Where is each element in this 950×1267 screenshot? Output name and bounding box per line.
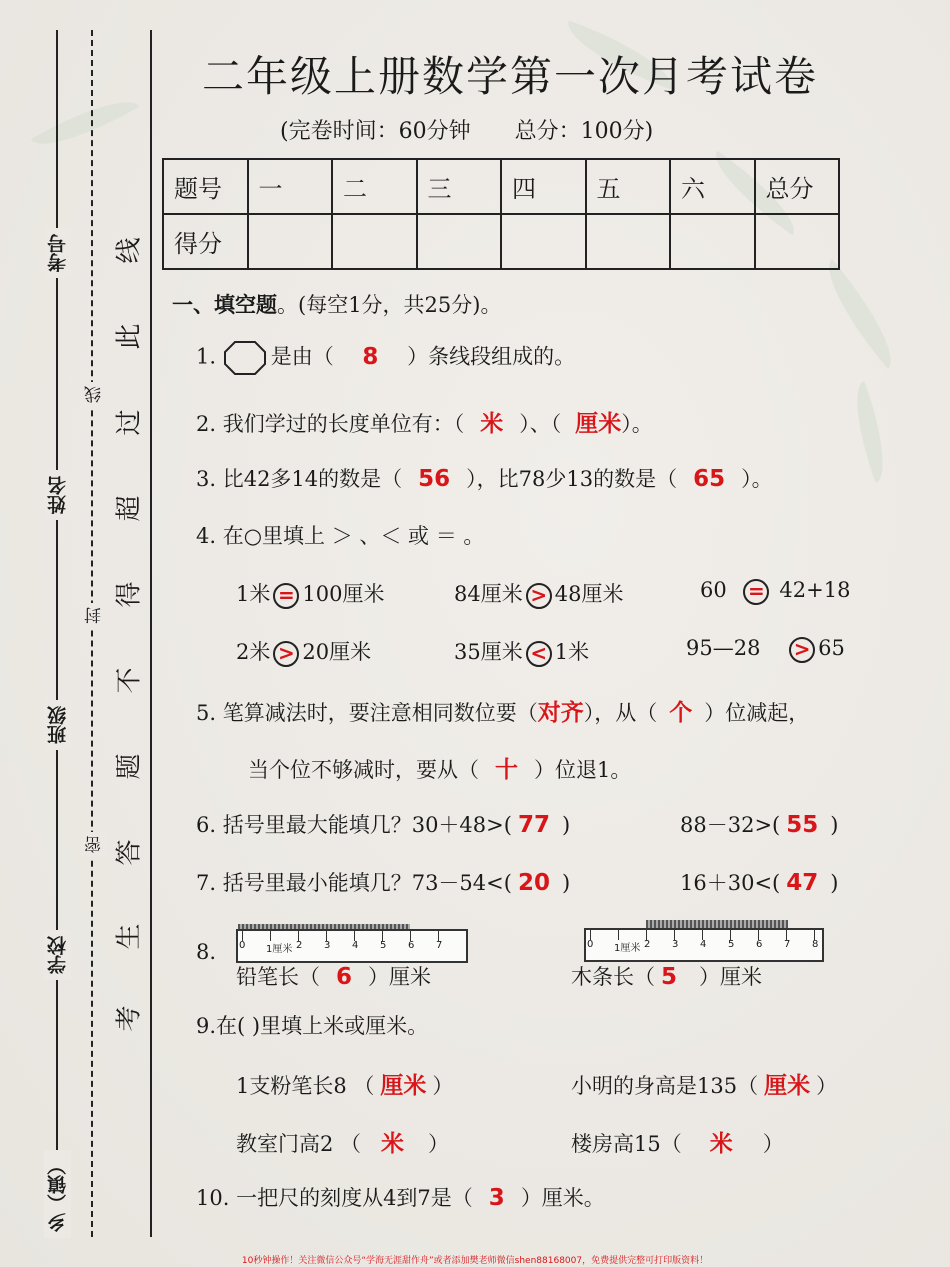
question-text: ) <box>561 871 571 895</box>
question-text: 1支粉笔长8 （ <box>236 1074 375 1098</box>
ruler-label: 5 <box>380 940 387 951</box>
table-cell: 三 <box>417 159 502 214</box>
warning-char: 此 <box>114 323 145 350</box>
question-text: ) <box>830 813 839 837</box>
question-4: 4. 在○里填上 ＞ 、＜ 或 ＝ 。 <box>196 524 485 548</box>
warning-char: 答 <box>114 839 145 866</box>
table-cell: 五 <box>586 159 671 214</box>
question-text: 3. 比42多14的数是（ <box>196 467 403 491</box>
warning-char: 考 <box>114 1005 145 1032</box>
answer: 厘米 <box>575 411 622 437</box>
question-text: 小明的身高是135（ <box>571 1074 759 1098</box>
question-text: 2. 我们学过的长度单位有：（ <box>196 412 465 436</box>
compare-item <box>236 636 371 667</box>
answer: 米 <box>709 1131 733 1157</box>
question-8-right <box>571 961 762 991</box>
question-text: ）厘米。 <box>520 1186 605 1210</box>
question-6 <box>196 809 570 839</box>
question-9-item <box>236 1125 449 1158</box>
score-cell[interactable] <box>248 214 333 269</box>
question-9-item <box>571 1067 837 1100</box>
warning-char: 题 <box>114 753 145 780</box>
compare-right: 48厘米 <box>554 582 624 606</box>
answer: 3 <box>488 1185 505 1211</box>
page-title: 二年级上册数学第一次月考试卷 <box>201 52 818 101</box>
seal-mark-secret: 密 <box>82 832 107 857</box>
question-text: ) <box>830 871 839 895</box>
compare-right: 42+18 <box>779 578 851 602</box>
table-cell: 总分 <box>755 159 840 214</box>
binding-line <box>56 30 58 1237</box>
score-table <box>162 158 840 270</box>
compare-circle[interactable]: < <box>526 641 552 667</box>
question-text: 教室门高2 （ <box>236 1132 362 1156</box>
answer: 个 <box>669 700 693 726</box>
score-cell[interactable] <box>417 214 502 269</box>
compare-left: 84厘米 <box>454 582 523 606</box>
ruler-label: 7 <box>436 940 443 951</box>
score-cell[interactable] <box>670 214 755 269</box>
seal-mark-seal: 封 <box>82 603 107 628</box>
ruler-label: 4 <box>352 940 359 951</box>
question-text: ），比78少13的数是（ <box>466 467 678 491</box>
ruler-right <box>584 928 824 962</box>
answer: 米 <box>480 411 504 437</box>
question-text: 16＋30<( <box>680 871 781 895</box>
question-text: 6. 括号里最大能填几？30＋48>( <box>196 813 512 837</box>
question-text: ）厘米 <box>699 965 763 989</box>
compare-circle[interactable]: > <box>273 641 299 667</box>
question-text: ），从（ <box>583 701 658 725</box>
compare-left: 95—28 <box>686 636 761 660</box>
ruler-label: 5 <box>728 939 735 950</box>
question-9: 9.在( )里填上米或厘米。 <box>196 1014 429 1038</box>
compare-left: 1米 <box>236 582 271 606</box>
question-8-left <box>236 961 431 991</box>
answer: 十 <box>495 757 518 783</box>
exam-time: (完卷时间：60分钟 <box>280 119 471 144</box>
answer: 77 <box>517 812 550 838</box>
question-text: 5. 笔算减法时，要注意相同数位要（ <box>196 701 538 725</box>
wood-strip-image <box>646 920 788 928</box>
question-text: 铅笔长（ <box>236 965 320 989</box>
question-text: ）、（ <box>519 412 562 436</box>
ruler-label: 6 <box>756 939 763 950</box>
compare-right: 1米 <box>554 640 590 664</box>
question-7b <box>680 867 838 897</box>
compare-circle[interactable]: > <box>789 637 815 663</box>
warning-char: 线 <box>114 237 145 264</box>
question-number: 1. <box>196 344 217 369</box>
question-5 <box>196 694 809 727</box>
compare-left: 60 <box>700 578 727 602</box>
footer-notice: 10秒钟操作！关注微信公众号“学海无涯甜作舟”或者添加樊老师微信shen88168007，免费提供完整可打印版资料！ <box>241 1256 709 1266</box>
name-label: 姓名 <box>44 470 71 520</box>
compare-left: 2米 <box>236 640 271 664</box>
warning-char: 超 <box>114 495 145 522</box>
question-5-line2 <box>248 751 631 784</box>
compare-item <box>236 578 384 609</box>
table-cell: 六 <box>670 159 755 214</box>
question-text: 木条长（ <box>571 965 655 989</box>
ruler-label: 6 <box>408 940 415 951</box>
ruler-label: 2 <box>296 940 303 951</box>
ruler-label: 1厘米 <box>266 944 293 955</box>
table-cell: 得分 <box>163 214 248 269</box>
ruler-label: 7 <box>784 939 791 950</box>
ruler-label: 4 <box>700 939 707 950</box>
compare-item <box>454 636 589 667</box>
binding-line <box>150 30 152 1237</box>
answer: 20 <box>517 870 550 896</box>
warning-char: 生 <box>114 923 145 950</box>
leaf-decoration <box>811 259 910 369</box>
compare-right: 100厘米 <box>302 582 385 606</box>
table-cell: 二 <box>332 159 417 214</box>
question-text: 楼房高15（ <box>571 1132 682 1156</box>
question-3 <box>196 463 773 493</box>
binding-dash-line <box>91 30 93 1237</box>
school-label: 学校 <box>44 930 71 980</box>
compare-circle[interactable]: = <box>743 579 769 605</box>
compare-right: 65 <box>818 636 845 660</box>
answer: 56 <box>418 466 451 492</box>
question-text: ） <box>762 1132 784 1156</box>
question-text: ）厘米 <box>368 965 432 989</box>
warning-char: 不 <box>114 667 145 694</box>
score-cell[interactable] <box>755 214 840 269</box>
class-label: 班级 <box>44 700 71 750</box>
answer: 65 <box>693 466 726 492</box>
score-cell[interactable] <box>586 214 671 269</box>
answer: 米 <box>381 1131 405 1157</box>
compare-item <box>686 636 845 663</box>
warning-char: 得 <box>114 581 145 608</box>
question-text: ） <box>432 1074 454 1098</box>
question-10 <box>196 1182 605 1212</box>
section-heading <box>172 289 501 319</box>
score-cell[interactable] <box>501 214 586 269</box>
ruler-label: 8 <box>812 939 819 950</box>
question-text: 7. 括号里最小能填几？73－54<( <box>196 871 512 895</box>
question-text: 是由（ <box>270 344 334 369</box>
binding-strip <box>0 0 160 1267</box>
exam-total: 总分：100分) <box>514 119 654 144</box>
compare-item <box>454 578 623 609</box>
compare-circle[interactable]: > <box>526 583 552 609</box>
leaf-decoration <box>842 381 899 483</box>
question-6b <box>680 809 838 839</box>
warning-char: 过 <box>114 409 145 436</box>
question-text: ） <box>428 1132 450 1156</box>
answer: 对齐 <box>537 700 584 726</box>
town-label: 乡（镇） <box>44 1150 71 1238</box>
table-cell: 四 <box>501 159 586 214</box>
ruler-left <box>236 929 468 963</box>
ruler-label: 0 <box>587 939 594 950</box>
question-text: ）位退1。 <box>534 758 632 782</box>
answer: 47 <box>786 870 819 896</box>
question-9-item <box>236 1067 453 1100</box>
compare-right: 20厘米 <box>302 640 372 664</box>
question-text: 88－32>( <box>680 813 781 837</box>
answer: 厘米 <box>764 1073 811 1099</box>
score-cell[interactable] <box>332 214 417 269</box>
table-row <box>163 214 839 269</box>
question-text: ）条线段组成的。 <box>407 344 576 369</box>
question-7 <box>196 867 570 897</box>
answer: 厘米 <box>380 1073 427 1099</box>
exam-subtitle <box>280 114 653 145</box>
answer: 55 <box>786 812 819 838</box>
ruler-label: 0 <box>239 940 246 951</box>
ruler-label: 3 <box>324 940 331 951</box>
question-text: ）。 <box>621 412 653 436</box>
question-9-item <box>571 1125 784 1158</box>
compare-left: 35厘米 <box>454 640 523 664</box>
answer: 5 <box>661 964 678 990</box>
octagon-icon <box>223 340 267 376</box>
compare-circle[interactable]: = <box>273 583 299 609</box>
compare-item <box>700 578 850 605</box>
question-text: 10. 一把尺的刻度从4到7是（ <box>196 1186 473 1210</box>
answer: 8 <box>362 343 379 370</box>
exam-number-label: 考号 <box>44 228 71 278</box>
answer: 6 <box>336 964 353 990</box>
ruler-label: 3 <box>672 939 679 950</box>
question-text: ）。 <box>741 467 773 491</box>
question-1 <box>196 340 575 376</box>
question-text: ) <box>561 813 571 837</box>
seal-mark-line: 线 <box>82 382 107 407</box>
question-text: ）位减起， <box>704 701 810 725</box>
section-note: 。(每空1分，共25分)。 <box>277 293 502 317</box>
question-8-number: 8. <box>196 940 217 964</box>
ruler-label: 2 <box>644 939 651 950</box>
question-2 <box>196 405 653 438</box>
table-row <box>163 159 839 214</box>
question-text: 当个位不够减时，要从（ <box>248 758 479 782</box>
ruler-label: 1厘米 <box>614 943 641 954</box>
table-cell: 题号 <box>163 159 248 214</box>
question-text: ） <box>816 1074 838 1098</box>
section-title: 一、填空题 <box>172 293 277 317</box>
table-cell: 一 <box>248 159 333 214</box>
